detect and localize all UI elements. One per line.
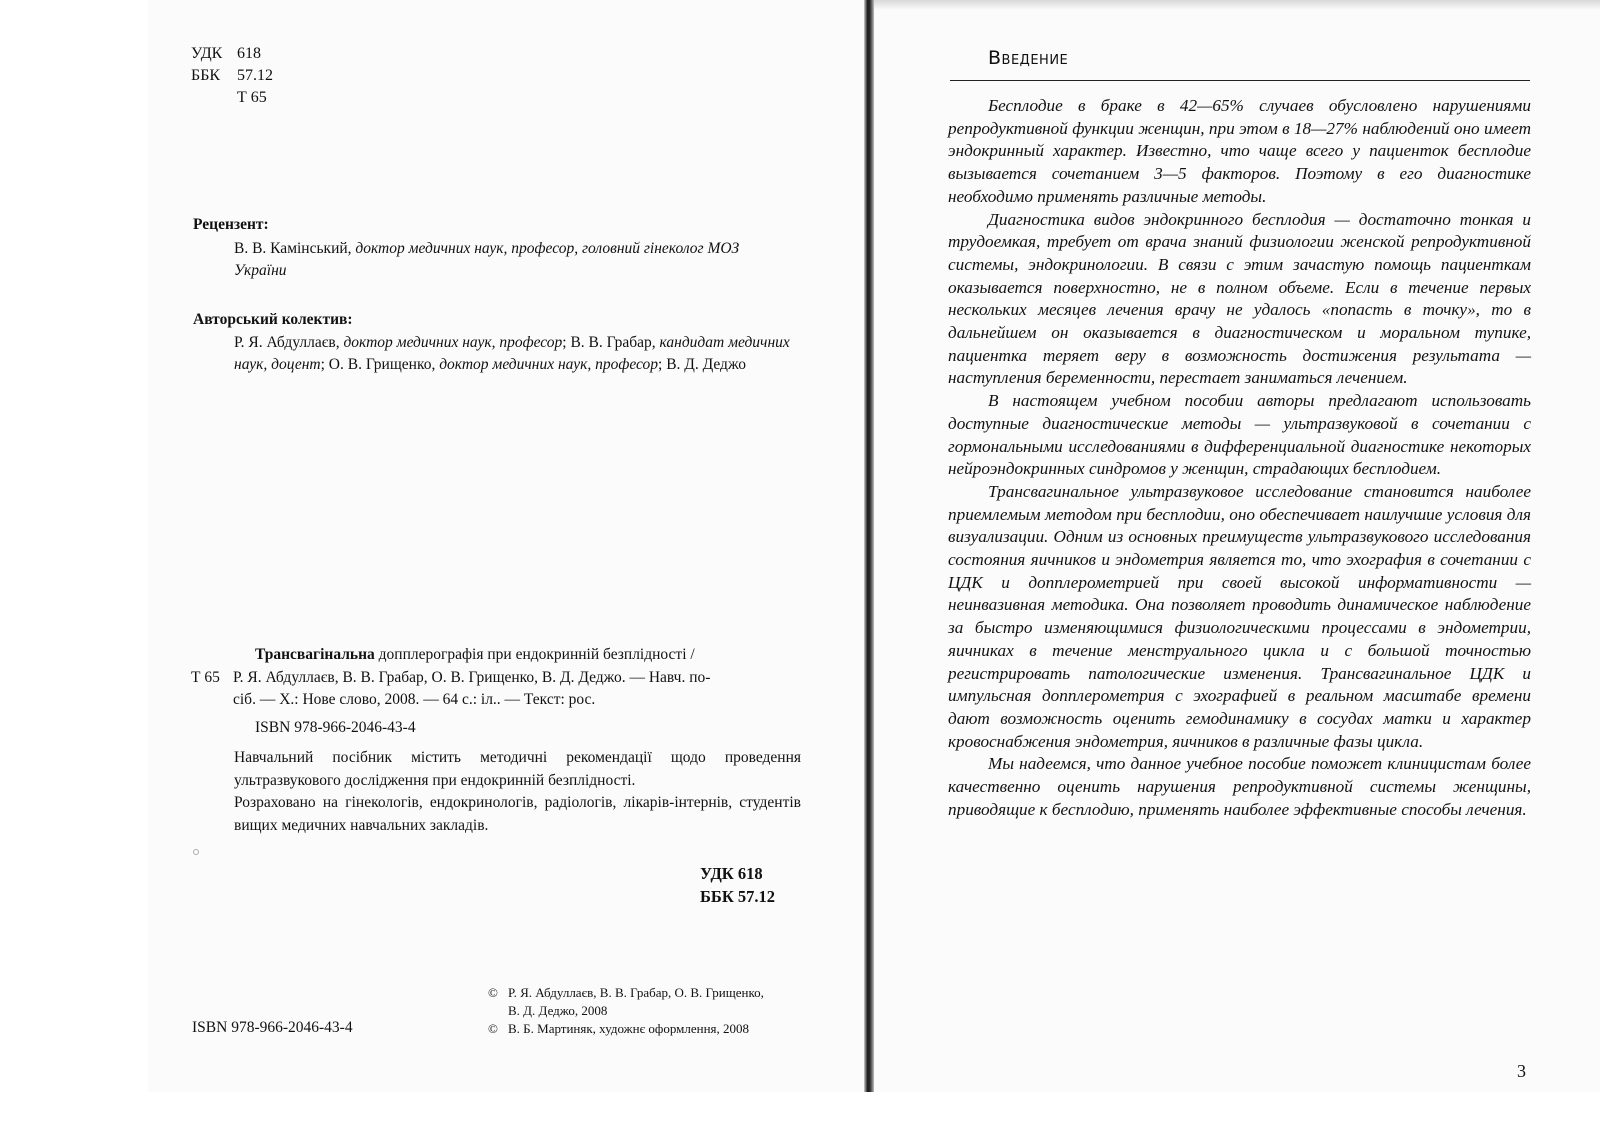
- biblio-author-mark: Т 65: [191, 668, 220, 686]
- author-2-name: ; В. В. Грабар,: [562, 334, 656, 351]
- reviewer-name: В. В. Камінський,: [234, 240, 352, 257]
- intro-paragraph-4: Трансвагинальное ультразвуковое исследование становится наиболее приемлемым методом при бесплодии, оно обеспечивает наилучшие условия для визуализации. Одним из основных преимуществ ультразвукового исследования состояния яичников и эндометрия является то, что эхография в сочетании с ЦДК и допплерометрией при своей высокой информативности — неинвазивная методика. Она позволяет проводить динамическое наблюдение за быстро изменяющимися физиологическими процессами в эндометрии, яичниках в течение менструального цикла и с большой точностью регистрировать патологические изменения. Трансвагинальное ЦДК и импульсная допплерометрия с эхографией в реальном масштабе времени дают возможность оценить гемодинамику в сосудах матки и характер кровоснабжения эндометрия, яичников в различные фазы цикла.: [948, 481, 1531, 751]
- scan-dot-mark: [193, 849, 199, 855]
- author-3-title: доктор медичних наук, професор: [439, 356, 659, 373]
- bibliographic-record: [191, 644, 801, 739]
- chapter-title: Введение: [988, 47, 1069, 69]
- biblio-authors: Р. Я. Абдуллаєв, В. В. Грабар, О. В. Грищенко, В. Д. Деджо. — Навч. по-: [233, 668, 711, 686]
- copyright-line-2: В. Б. Мартиняк, художнє оформлення, 2008: [508, 1021, 750, 1036]
- udk-value: 618: [237, 45, 261, 62]
- intro-paragraph-3: В настоящем учебном пособии авторы предлагают использовать доступные диагностические методы — ультразвуковой в сочетании с гормональными исследованиями в дифференциальной диагностике некоторых нейроэндокринных синдромов у женщин, страдающих бесплодием.: [948, 391, 1531, 479]
- biblio-title-bold: Трансвагінальна: [255, 646, 375, 663]
- author-1-name: Р. Я. Абдуллаєв,: [234, 334, 340, 351]
- reviewer-heading: Рецензент:: [193, 216, 269, 233]
- intro-paragraph-5: Мы надеемся, что данное учебное пособие поможет клиницистам более качественно оценить нарушения репродуктивной системы женщины, приводящие к бесплодию, применять наиболее эффективные способы лечения.: [948, 754, 1531, 819]
- chapter-rule: [950, 80, 1530, 81]
- copyright-design: [488, 1020, 764, 1038]
- author-4-name: ; В. Д. Деджо: [658, 356, 747, 373]
- author-mark: Т 65: [237, 89, 267, 106]
- udk-bottom: УДК 618: [700, 864, 763, 883]
- annotation-paragraph-2: Розраховано на гінекологів, ендокринологів, радіологів, лікарів-інтернів, студентів вищих медичних навчальних закладів.: [234, 794, 801, 834]
- author-2-title: кандидат медичних наук, доцент: [234, 334, 790, 373]
- authors-heading: Авторський колектив:: [193, 311, 353, 328]
- copyright-symbol-2: ©: [488, 1021, 498, 1036]
- bbk-label: ББК: [191, 67, 221, 84]
- author-1-title: доктор медичних наук, професор: [343, 334, 563, 351]
- introduction-text: [948, 95, 1531, 822]
- author-3-name: ; О. В. Грищенко,: [320, 356, 436, 373]
- biblio-isbn: ISBN 978-966-2046-43-4: [255, 718, 416, 736]
- bbk-line: [191, 65, 273, 87]
- bbk-value: 57.12: [237, 67, 273, 84]
- biblio-title-line: [191, 644, 801, 667]
- classification-codes-bottom: [700, 862, 775, 908]
- copyright-symbol: ©: [488, 985, 498, 1000]
- biblio-title-rest: допплерографія при ендокринній безплідності /: [374, 646, 695, 663]
- isbn-bottom: ISBN 978-966-2046-43-4: [192, 1019, 353, 1036]
- classification-codes-top: [191, 43, 273, 109]
- reviewer-block: [234, 238, 794, 282]
- annotation: [234, 747, 801, 837]
- copyright-block: [488, 984, 764, 1038]
- copyright-authors: [488, 984, 764, 1020]
- annotation-paragraph-1: Навчальний посібник містить методичні рекомендації щодо проведення ультразвукового дослідження при ендокринній безплідності.: [234, 749, 801, 789]
- udk-label: УДК: [191, 45, 223, 62]
- authors-block: [234, 332, 809, 376]
- reviewer-title: доктор медичних наук, професор, головний гінеколог МОЗ України: [234, 240, 740, 279]
- book-spine: [864, 0, 874, 1092]
- udk-line: [191, 43, 273, 65]
- page-number: 3: [1517, 1061, 1526, 1081]
- left-page: [148, 0, 865, 1092]
- copyright-line-1: Р. Я. Абдуллаєв, В. В. Грабар, О. В. Грищенко,: [508, 985, 764, 1000]
- intro-paragraph-1: Бесплодие в браке в 42—65% случаев обусловлено нарушениями репродуктивной функции женщин, при этом в 18—27% наблюдений оно имеет эндокринный характер. Известно, что чаще всего у пациенток бесплодие вызывается сочетанием 3—5 факторов. Поэтому в его диагностике необходимо применять различные методы.: [948, 96, 1531, 206]
- intro-paragraph-2: Диагностика видов эндокринного бесплодия — достаточно тонкая и трудоемкая, требует от врача знаний физиологии женской репродуктивной системы, эндокринологии. В связи с этим зачастую помощь пациенткам оказывается поверхностно, не в полном объеме. Если в течение первых нескольких месяцев лечения врачу не удалось «попасть в точку», то в дальнейшем он оказывается в диагностическом и моральном тупике, пациентка теряет веру в возможность достижения результата — наступления беременности, перестает заниматься лечением.: [948, 209, 1531, 388]
- biblio-line-2: [191, 667, 801, 690]
- bbk-bottom: ББК 57.12: [700, 887, 776, 906]
- copyright-line-1b: В. Д. Деджо, 2008: [508, 1003, 608, 1018]
- biblio-line-3: сіб. — Х.: Нове слово, 2008. — 64 с.: іл.. — Текст: рос.: [233, 691, 596, 708]
- page-top-shadow: [872, 0, 1600, 10]
